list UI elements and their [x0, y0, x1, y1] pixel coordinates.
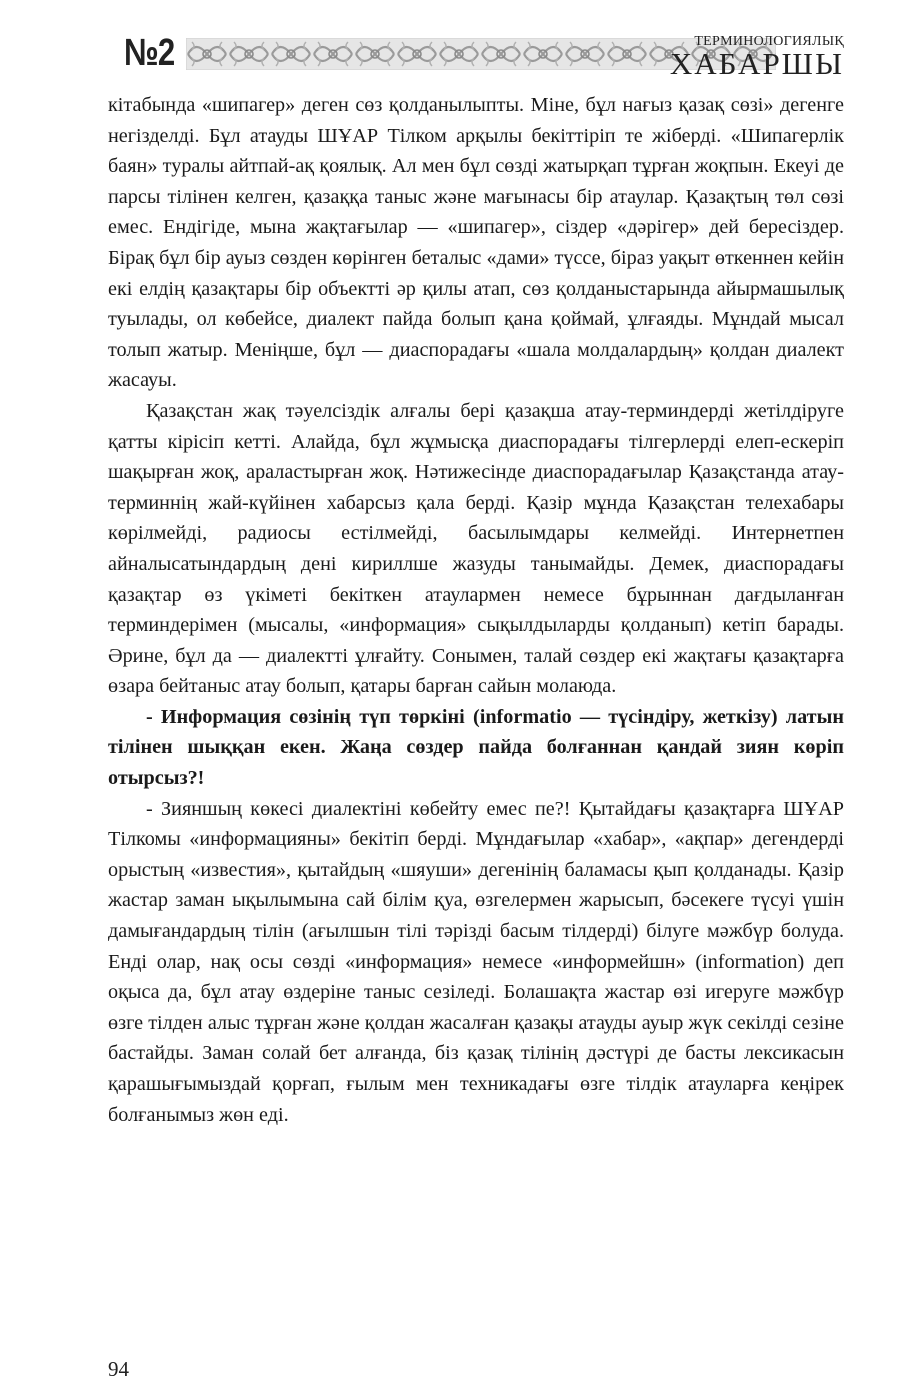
paragraph: Қазақстан жақ тәуелсіздік алғалы бері қазақша атау-терминдерді жетілдіруге қатты кірісіп кетті. Алайда, бұл жұмысқа диаспорадағы тілгерлерді елеп-ескеріп шақырған жоқ, араластырған жоқ. Нәтижесінде диаспорадағылар Қазақстанда атау-терминнің жай-күйінен хабарсыз қала берді. Қазір мұнда Қазақстан телехабары көрілмейді, радиосы естілмейді, басылымдары келмейді. Интернетпен айналысатындардың дені кириллше жазуды танымайды. Демек, диаспорадағы қазақтар өз үкіметі бекіткен атаулармен немесе бұрыннан дағдыланған терминдерімен (мысалы, «информация» сықылдыларды қолданып) кетіп барады. Әрине, бұл да — диалектті ұлғайту. Сонымен, талай сөздер екі жақтағы қазақтарға өзара бейтаныс атау болып, қатары барған сайын молаюда.	[108, 399, 844, 698]
interview-answer: - Зияншың көкесі диалектіні көбейту емес пе?! Қытайдағы қазақтарға ШҰАР Тілкомы «информацияны» бекітіп берді. Мұндағылар «хабар», «ақпар» дегендерді орыстың «известия», қытайдың «шяуши» дегенінің баламасы қып қолданады. Қазір жастар заман ықылымына сай білім қуа, өзгелермен жарысып, бәсекеге түсуі үшін дамығандардың тілін (ағылшын тілі тәрізді басым тілдерді) білуге мәжбүр болуда. Енді олар, нақ осы сөзді «информация» немесе «информейшн» (information) деп оқыса да, бұл атау өздеріне таныс сезіледі. Болашақта жастар өзі игеруге мәжбүр өзге тілден алыс тұрған және қолдан жасалған қазақы атауды ауыр жүк секілді сезіне бастайды. Заман солай бет алғанда, біз қазақ тілінің дәстүрі де басты лексикасын қарашығымыздай қорғап, ғылым мен техникадағы өзге тілдік атауларға кеңірек болғанымыз жөн еді.	[108, 797, 844, 1126]
interview-question: - Информация сөзінің түп төркіні (informatio — түсіндіру, жеткізу) латын тілінен шыққан екен. Жаңа сөздер пайда болғаннан қандай зиян көріп отырсыз?!	[108, 705, 844, 790]
article-body	[108, 90, 844, 1130]
page-number: 94	[108, 1357, 129, 1381]
journal-title-main: ХАБАРШЫ	[669, 46, 844, 81]
issue-number: №2	[124, 32, 175, 74]
journal-title	[670, 34, 844, 79]
page-header	[108, 30, 844, 80]
journal-title-top: ТЕРМИНОЛОГИЯЛЫҚ	[694, 34, 844, 49]
paragraph-continuation: кітабында «шипагер» деген сөз қолданылыпты. Міне, бұл нағыз қазақ сөзі» дегенге негізделді. Бұл атауды ШҰАР Тілком арқылы бекіттіріп те жіберді. «Шипагерлік баян» туралы айтпай-ақ қоялық. Ал мен бұл сөзді жатырқап тұрған жоқпын. Екеуі де парсы тілінен келген, қазаққа таныс және мағынасы бір атаулар. Қазақтың төл сөзі емес. Ендігіде, мына жақтағылар — «шипагер», сіздер «дәрігер» дей бересіздер. Бірақ бұл бір ауыз сөзден көрінген беталыс «дами» түссе, біраз уақыт өткеннен кейін екі елдің қазақтары бір объектті әр қилы атап, сөз қолданыстарында айырмашылық туылады, ол көбейсе, диалект пайда болып қана қоймай, ұлғаяды. Мұндай мысал толып жатыр. Меніңше, бұл — диаспорадағы «шала молдалардың» қолдан диалект жасауы.	[108, 94, 844, 392]
